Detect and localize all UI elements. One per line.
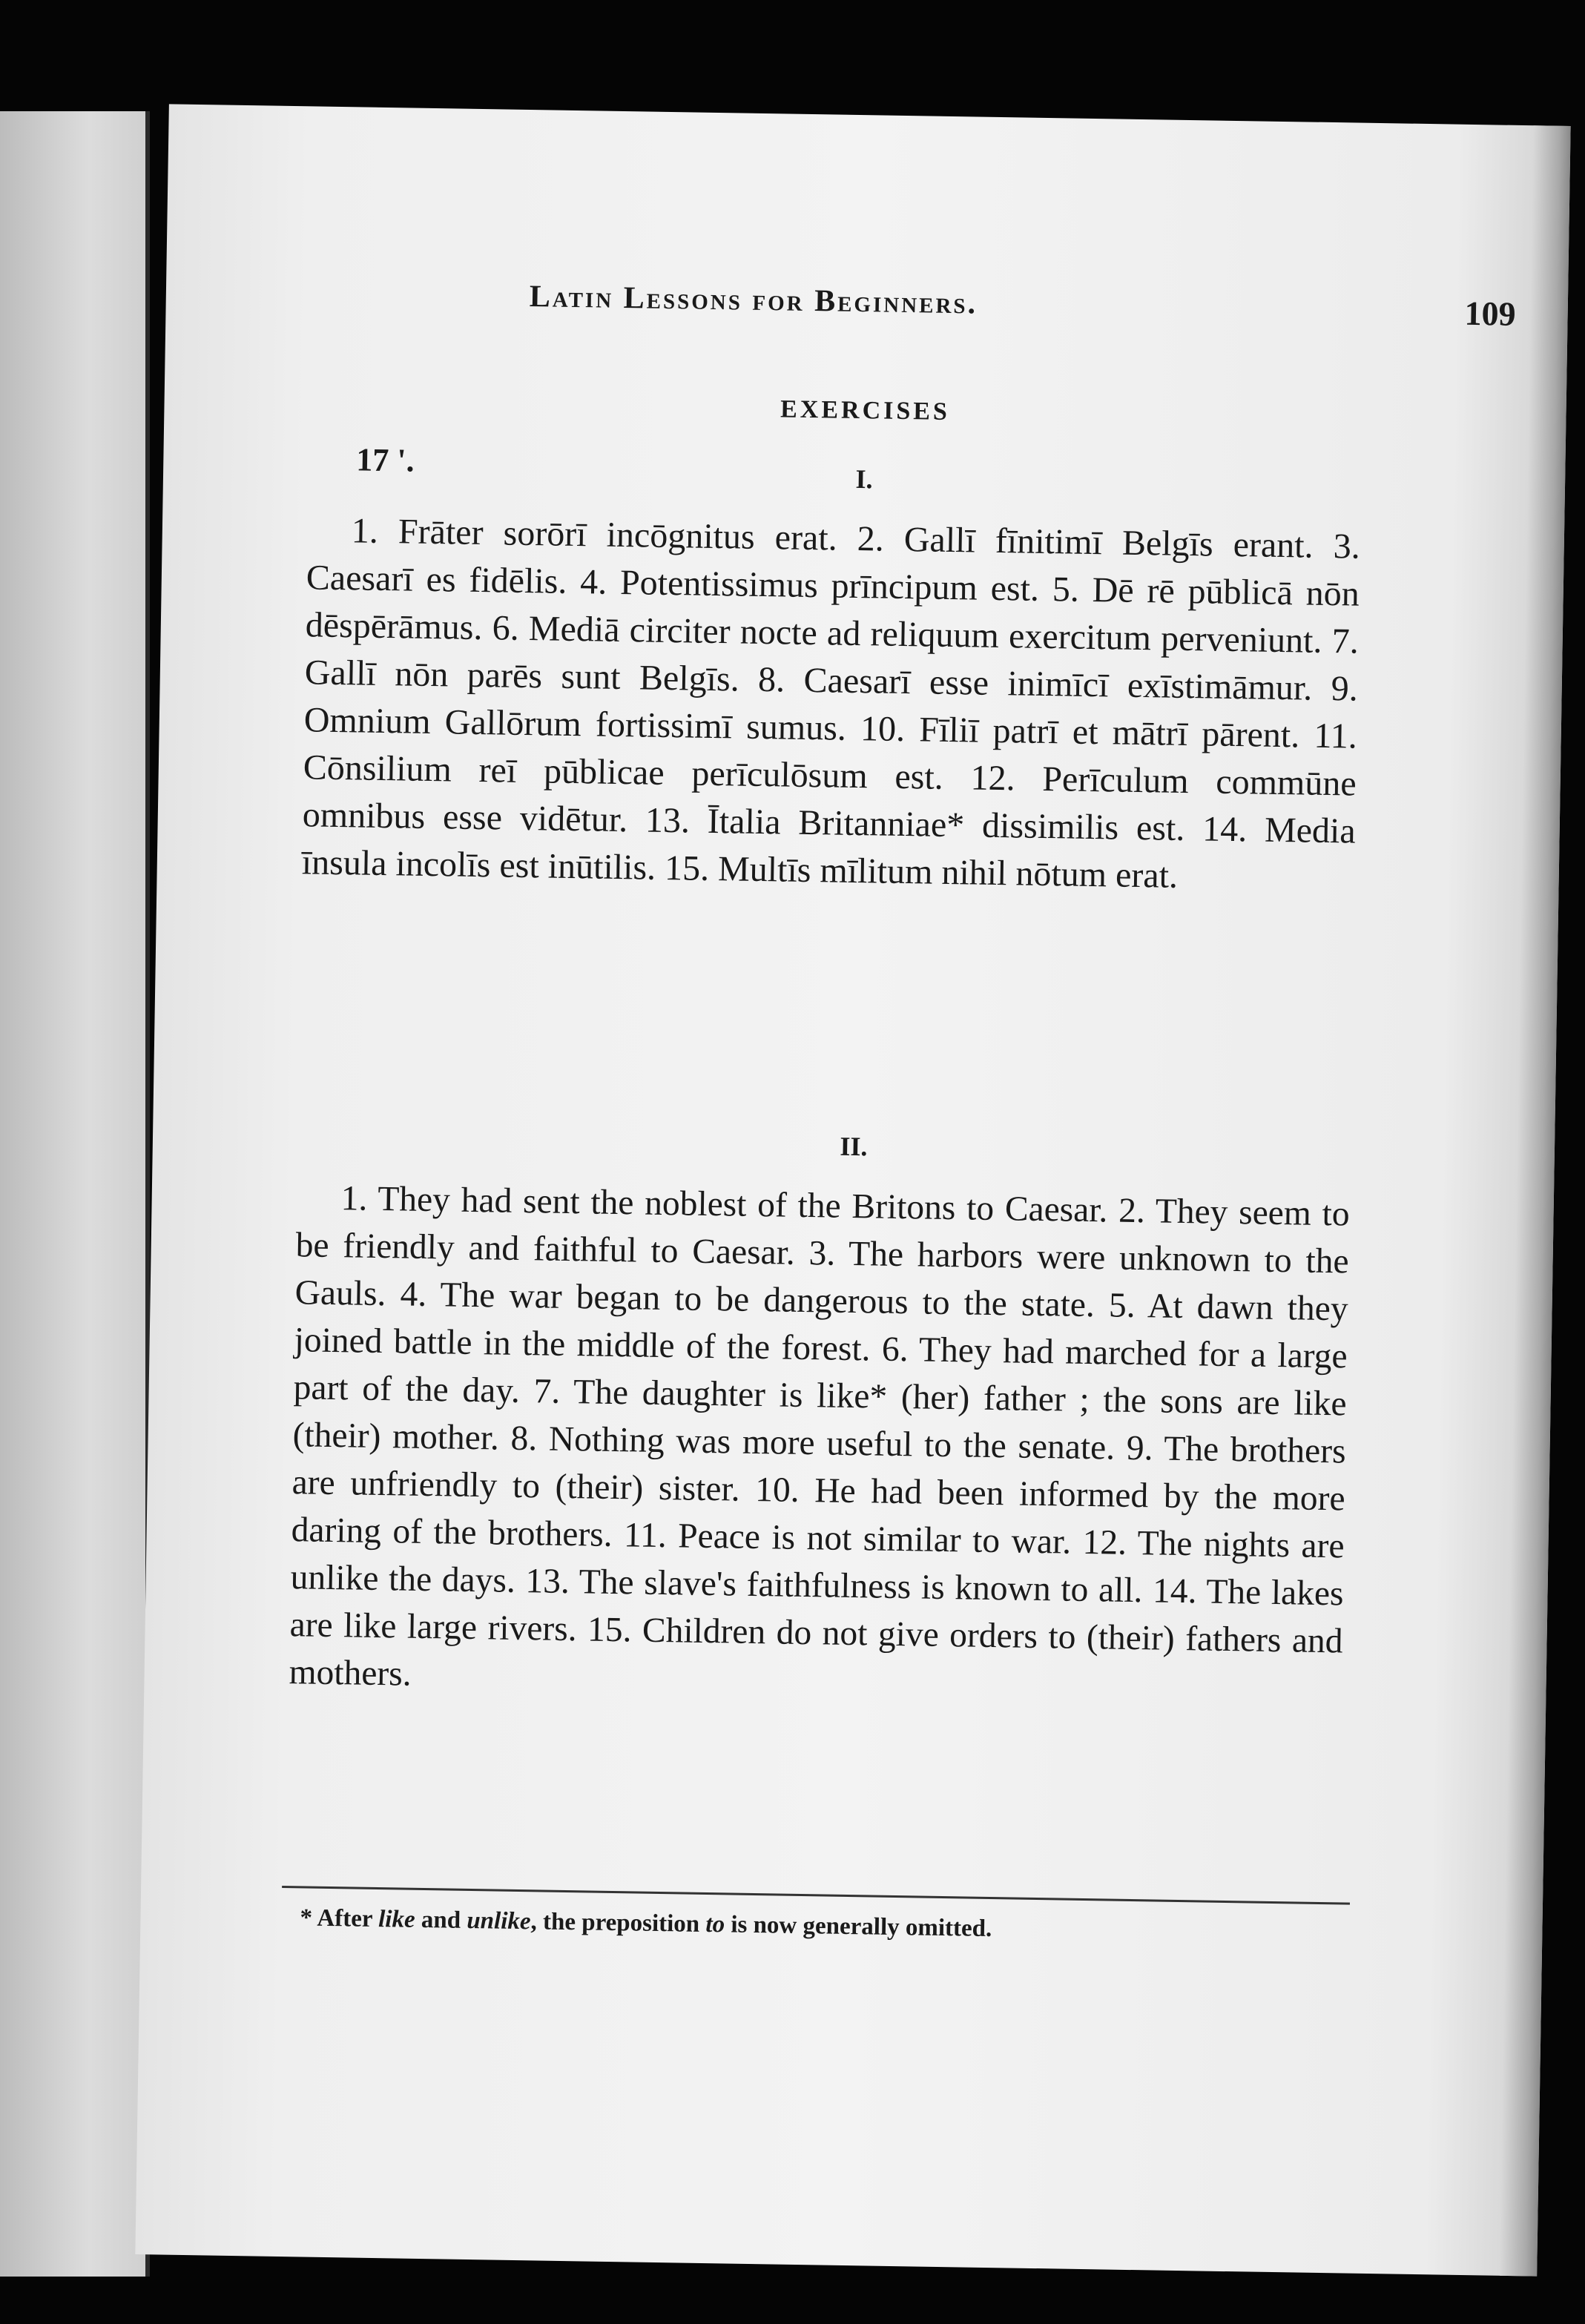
part-one-label: I. bbox=[855, 463, 873, 495]
facing-page-edge bbox=[0, 111, 148, 2277]
latin-exercise-passage: 1. Frāter sorōrī incōgnitus erat. 2. Gallī fīnitimī Belgīs erant. 3. Caesarī es fidēlis. 4. Potentissimus prīncipum est. 5. Dē rē pūblicā nōn dēspērāmus. 6. Mediā circiter nocte ad reliquum exercitum perveniunt. 7. Gallī nōn parēs sunt Belgīs. 8. Caesarī esse inimīcī exīstimāmur. 9. Omnium Gallōrum fortissimī sumus. 10. Fīliī patrī et mātrī pārent. 11. Cōnsilium reī pūblicae perīculōsum est. 12. Perīculum commūne omnibus esse vidētur. 13. Ītalia Britanniae* dissimilis est. 14. Media īnsula incolīs est inūtilis. 15. Multīs mīlitum nihil nōtum erat. bbox=[301, 511, 1361, 896]
part-two-label: II. bbox=[840, 1131, 868, 1162]
footnote-word-like: like bbox=[378, 1906, 415, 1933]
running-title: Latin Lessons for Beginners. bbox=[529, 280, 978, 321]
footnote-connector: and bbox=[415, 1906, 467, 1934]
footnote-word-to: to bbox=[705, 1911, 725, 1938]
footnote-middle: , the preposition bbox=[530, 1908, 706, 1938]
book-page bbox=[135, 104, 1570, 2276]
footnote-divider bbox=[282, 1886, 1350, 1905]
footnote-word-unlike: unlike bbox=[467, 1907, 531, 1935]
footnote-marker: * After bbox=[300, 1904, 379, 1933]
section-title: EXERCISES bbox=[780, 395, 951, 426]
exercise-number: 17 '. bbox=[356, 441, 415, 479]
english-exercise-passage: 1. They had sent the noblest of the Britons to Caesar. 2. They seem to be friendly and faithful to Caesar. 3. The harbors were unknown to the Gauls. 4. The war began to be dangerous to the state. 5. At dawn they joined battle in the middle of the forest. 6. They had marched for a large part of the day. 7. The daughter is like* (her) father ; the sons are like (their) mother. 8. Nothing was more useful to the senate. 9. The brothers are unfriendly to (their) sister. 10. He had been informed by the more daring of the brothers. 11. Peace is not similar to war. 12. The nights are unlike the days. 13. The slave's faithfulness is known to all. 14. The lakes are like large rivers. 15. Children do not give orders to (their) fathers and mothers. bbox=[289, 1179, 1350, 1694]
running-head bbox=[529, 279, 1516, 339]
page-number: 109 bbox=[1464, 294, 1517, 333]
footnote-end: is now generally omitted. bbox=[724, 1911, 992, 1943]
footnote bbox=[300, 1904, 1353, 1948]
